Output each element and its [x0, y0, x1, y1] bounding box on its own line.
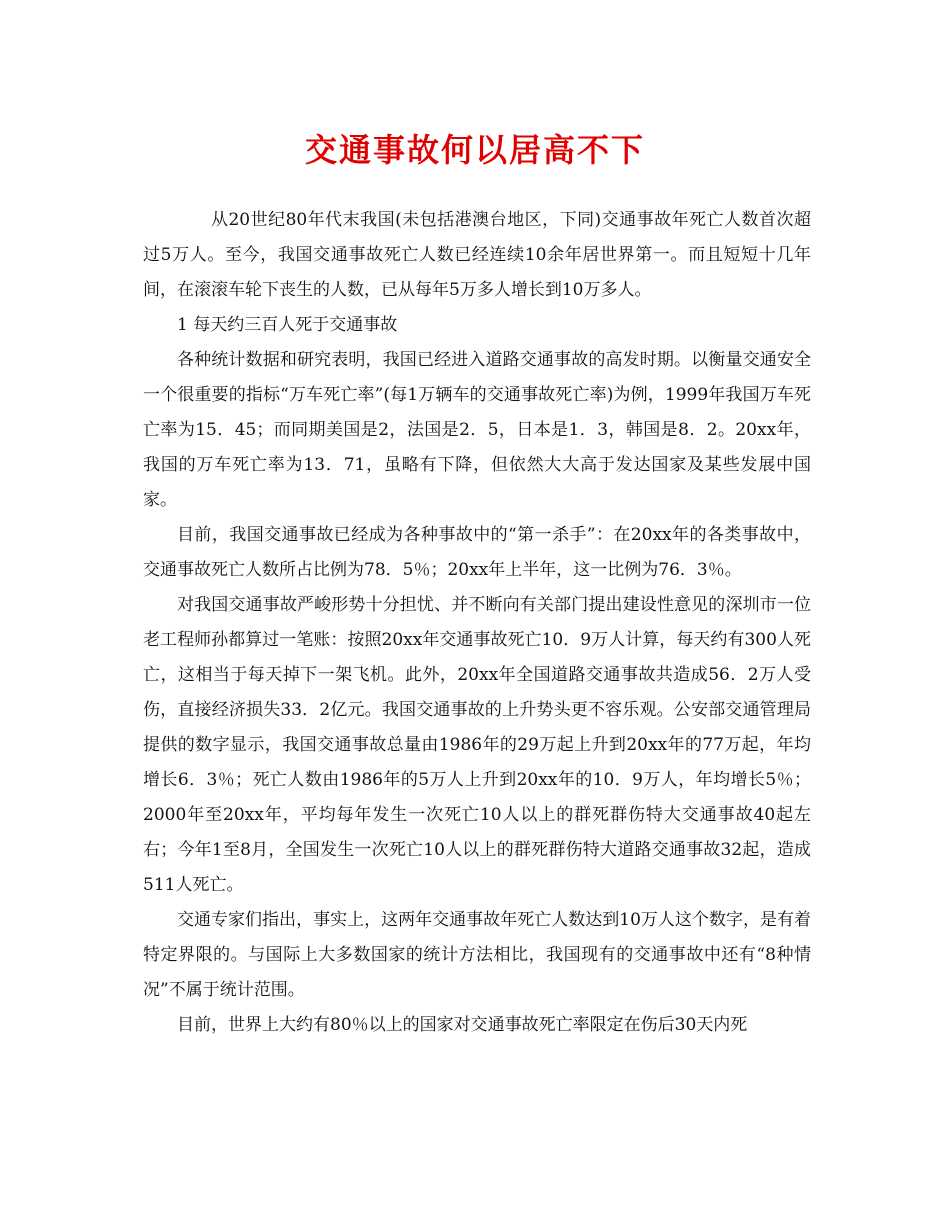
section-heading: 1 每天约三百人死于交通事故 [177, 315, 398, 335]
document-body [143, 203, 811, 1043]
paragraph-statistics: 各种统计数据和研究表明，我国已经进入道路交通事故的高发时期。以衡量交通安全一个很重要的指标“万车死亡率”(每1万辆车的交通事故死亡率)为例，1999年我国万车死亡率为15．45；而同期美国是2，法国是2．5，日本是1．3，韩国是8．2。20xx年，我国的万车死亡率为13．71，虽略有下降，但依然大大高于发达国家及某些发展中国家。 [143, 350, 811, 510]
paragraph-experts: 交通专家们指出，事实上，这两年交通事故年死亡人数达到10万人这个数字，是有着特定界限的。与国际上大多数国家的统计方法相比，我国现有的交通事故中还有“8种情况”不属于统计范围。 [143, 910, 811, 1000]
paragraph-engineer-account: 对我国交通事故严峻形势十分担忧、并不断向有关部门提出建设性意见的深圳市一位老工程师孙都算过一笔账：按照20xx年交通事故死亡10．9万人计算，每天约有300人死亡，这相当于每天掉下一架飞机。此外，20xx年全国道路交通事故共造成56．2万人受伤，直接经济损失33．2亿元。我国交通事故的上升势头更不容乐观。公安部交通管理局提供的数字显示，我国交通事故总量由1986年的29万起上升到20xx年的77万起，年均增长6．3％；死亡人数由1986年的5万人上升到20xx年的10．9万人，年均增长5％；2000年至20xx年，平均每年发生一次死亡10人以上的群死群伤特大交通事故40起左右；今年1至8月，全国发生一次死亡10人以上的群死群伤特大道路交通事故32起，造成511人死亡。 [143, 595, 811, 895]
paragraph-international: 目前，世界上大约有80％以上的国家对交通事故死亡率限定在伤后30天内死 [177, 1015, 748, 1035]
paragraph-intro: 从20世纪80年代末我国(未包括港澳台地区，下同)交通事故年死亡人数首次超过5万人。至今，我国交通事故死亡人数已经连续10余年居世界第一。而且短短十几年间，在滚滚车轮下丧生的人数，已从每年5万多人增长到10万多人。 [143, 210, 811, 300]
paragraph-first-killer: 目前，我国交通事故已经成为各种事故中的“第一杀手”：在20xx年的各类事故中，交通事故死亡人数所占比例为78．5％；20xx年上半年，这一比例为76．3％。 [143, 525, 811, 580]
document-title: 交通事故何以居高不下 [304, 131, 645, 169]
